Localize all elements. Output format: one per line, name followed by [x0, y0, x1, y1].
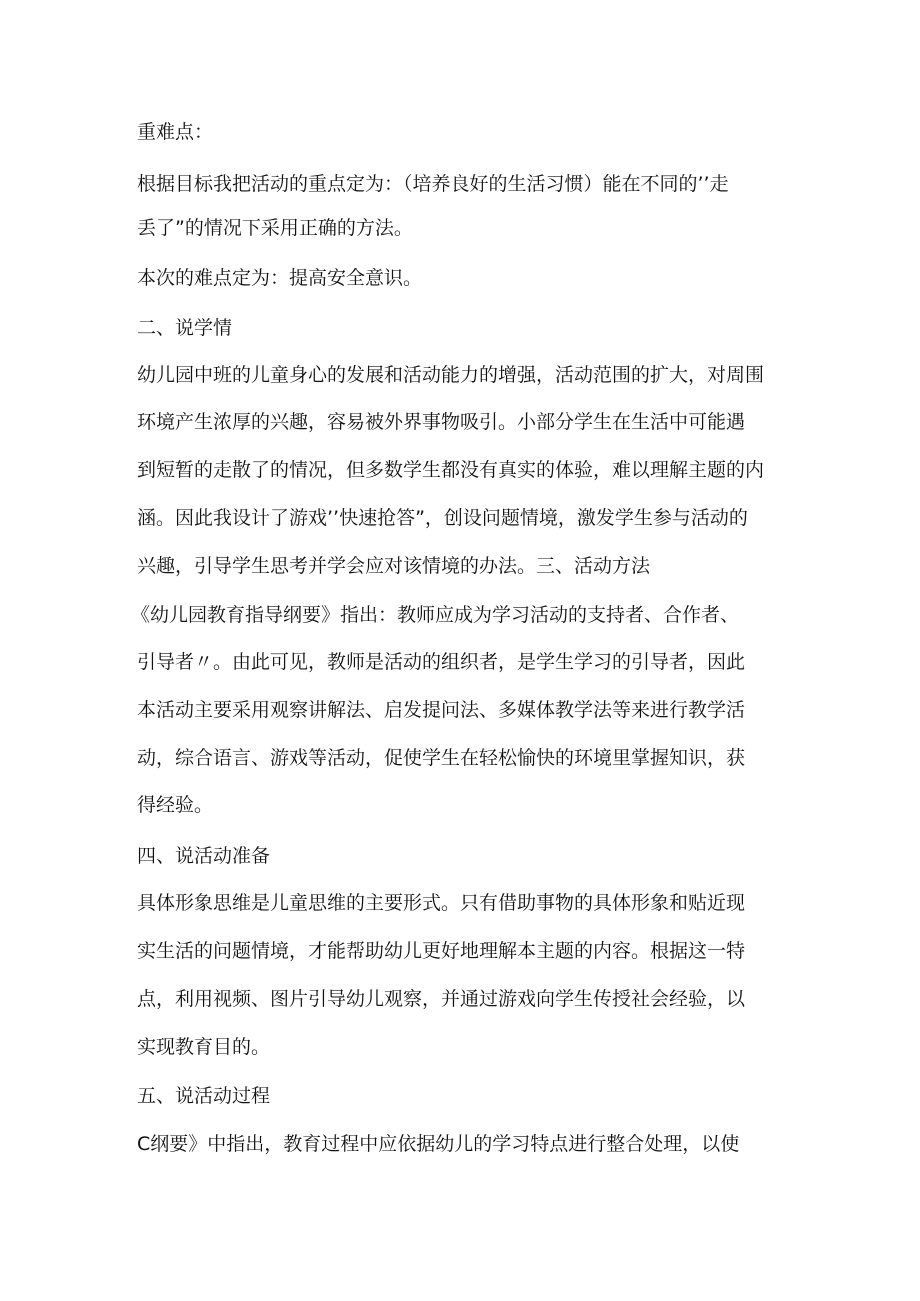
paragraph-line: 得经验。	[137, 794, 214, 816]
paragraph-line: 点，利用视频、图片引导幼儿观察，并通过游戏向学生传授社会经验，以	[137, 988, 746, 1010]
paragraph-line: 引导者〃。由此可见，教师是活动的组织者，是学生学习的引导者，因此	[137, 651, 746, 673]
paragraph-line: 具体形象思维是儿童思维的主要形式。只有借助事物的具体形象和贴近现	[137, 892, 746, 914]
paragraph-line: C纲要》中指出，教育过程中应依据幼儿的学习特点进行整合处理，以使	[137, 1133, 740, 1155]
paragraph-line: 动，综合语言、游戏等活动，促使学生在轻松愉快的环境里掌握知识，获	[137, 747, 746, 769]
paragraph-line: 实生活的问题情境，才能帮助幼儿更好地理解本主题的内容。根据这一特	[137, 940, 746, 962]
paragraph-line: 本次的难点定为：提高安全意识。	[137, 267, 423, 289]
paragraph-line: 《幼儿园教育指导纲要》指出：教师应成为学习活动的支持者、合作者、	[131, 604, 740, 626]
section-heading-activity-process: 五、说活动过程	[137, 1085, 271, 1107]
paragraph-line: 涵。因此我设计了游戏’’快速抢答”，创设问题情境，激发学生参与活动的	[137, 507, 748, 529]
section-heading-key-points: 重难点：	[137, 121, 214, 143]
paragraph-line: 本活动主要采用观察讲解法、启发提问法、多媒体教学法等来进行教学活	[137, 699, 746, 721]
paragraph-line: 幼儿园中班的儿童身心的发展和活动能力的增强，活动范围的扩大，对周围	[137, 364, 765, 386]
paragraph-line: 环境产生浓厚的兴趣，容易被外界事物吸引。小部分学生在生活中可能遇	[137, 411, 746, 433]
paragraph-line: 到短暂的走散了的情况，但多数学生都没有真实的体验，难以理解主题的内	[137, 459, 765, 481]
paragraph-line: 丢了”的情况下采用正确的方法。	[137, 217, 413, 239]
paragraph-line: 实现教育目的。	[137, 1036, 271, 1058]
paragraph-line: 兴趣，引导学生思考并学会应对该情境的办法。三、活动方法	[137, 555, 651, 577]
paragraph-line: 根据目标我把活动的重点定为：（培养良好的生活习惯）能在不同的’’走	[137, 173, 729, 195]
section-heading-learning-situation: 二、说学情	[137, 317, 233, 339]
section-heading-activity-preparation: 四、说活动准备	[137, 845, 271, 867]
